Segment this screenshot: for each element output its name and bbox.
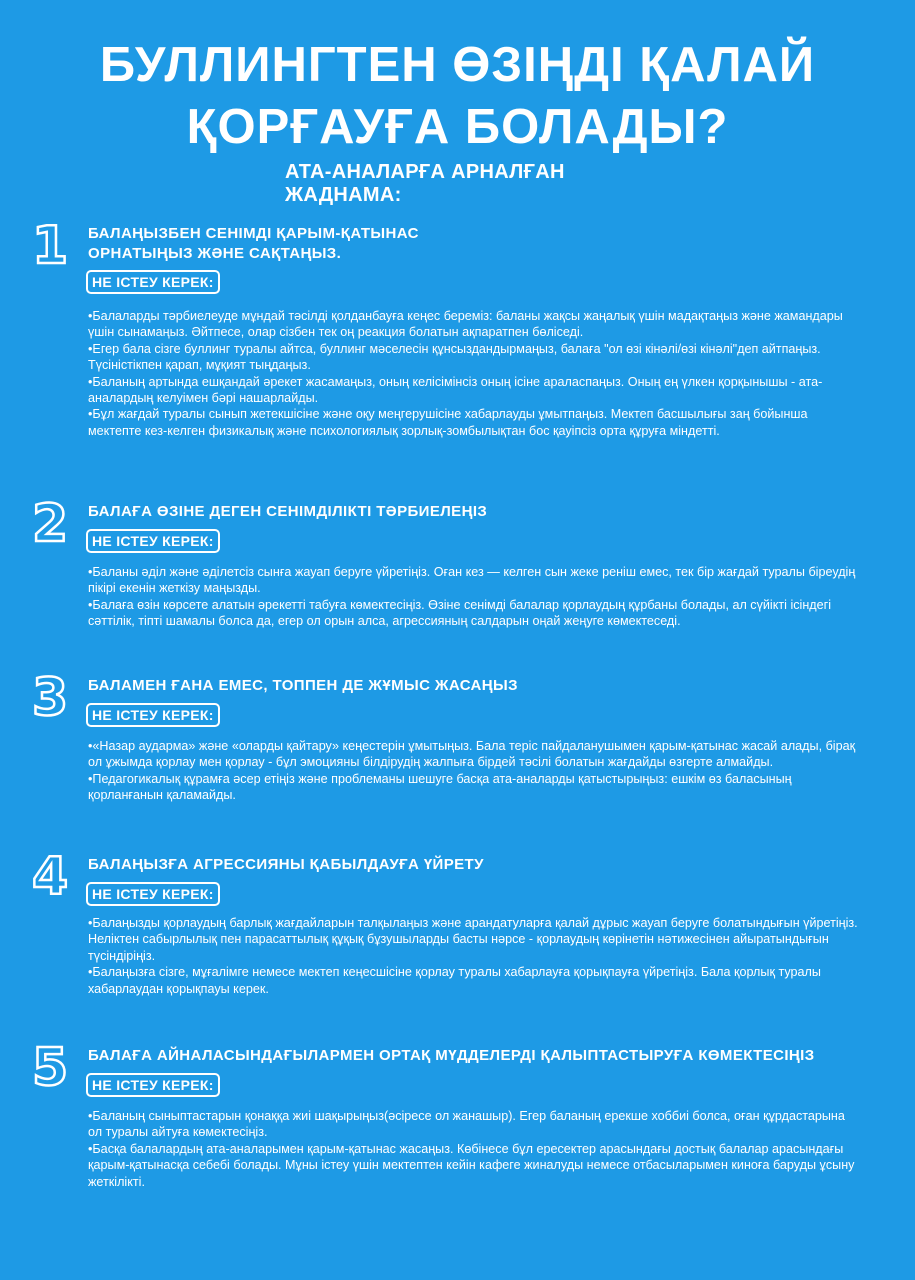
section-1 (0, 216, 915, 490)
section-2 (0, 494, 915, 668)
section-heading-line: БАЛАҒА ӨЗІНЕ ДЕГЕН СЕНІМДІЛІКТІ ТӘРБИЕЛЕҢІЗ (88, 503, 488, 520)
section-heading-line: БАЛАҢЫЗҒА АГРЕССИЯНЫ ҚАБЫЛДАУҒА ҮЙРЕТУ (88, 856, 484, 873)
list-item: • Педагогикалық құрамға әсер етіңіз және проблеманы шешуге басқа ата-аналарды қатыстырыңыз: ешкім өз баласының қорланғанын қаламайды. (88, 771, 858, 804)
subtitle-text: АТА-АНАЛАРҒА АРНАЛҒАН ЖАДНАМА: (277, 159, 637, 209)
list-item: • Баланы әділ және әділетсіз сынға жауап беруге үйретіңіз. Оған кез — келген сын жеке реніш емес, тек бір жағдай туралы біреудің пікірі екенін жеткізу маңызды. (88, 564, 858, 597)
section-number: 2 (32, 494, 69, 554)
section-heading-line: БАЛАҒА АЙНАЛАСЫНДАҒЫЛАРМЕН ОРТАҚ МҮДДЕЛЕРДІ ҚАЛЫПТАСТЫРУҒА КӨМЕКТЕСІҢІЗ (88, 1047, 815, 1064)
subtitle-banner (277, 161, 637, 206)
todo-label: НЕ ІСТЕУ КЕРЕК: (86, 703, 220, 727)
section-number: 3 (32, 668, 69, 728)
section-5 (0, 1038, 915, 1202)
section-heading (88, 855, 878, 875)
section-number: 5 (32, 1038, 69, 1098)
list-item: • Бұл жағдай туралы сынып жетекшісіне және оқу меңгерушісіне хабарлауды ұмытпаңыз. Мектеп басшылығы заң бойынша мектепте кез-келген физикалық және психологиялық зорлық-зомбылықтан бос қауіпсіз орта құруға міндетті. (88, 406, 858, 439)
section-heading-line: БАЛАМЕН ҒАНА ЕМЕС, ТОППЕН ДЕ ЖҰМЫС ЖАСАҢЫЗ (88, 677, 518, 694)
list-item: • Баланың сыныптастарын қонаққа жиі шақырыңыз(әсіресе ол жанашыр). Егер баланың ерекше хоббиі болса, оған құрдастарына ол туралы айтуға көмектесіңіз. (88, 1108, 858, 1141)
list-item: • «Назар аударма» және «оларды қайтару» кеңестерін ұмытыңыз. Бала теріс пайдаланушымен қарым-қатынас жасай алады, бірақ ол ұжымда қорлау мен қорлау - бұл эмоцияны білдірудің жалпыға бірдей тәсілі болатын жағдайды өзгерте алмайды. (88, 738, 858, 771)
todo-label: НЕ ІСТЕУ КЕРЕК: (86, 529, 220, 553)
todo-label: НЕ ІСТЕУ КЕРЕК: (86, 1073, 220, 1097)
list-item: • Балаңызға сізге, мұғалімге немесе мектеп кеңесшісіне қорлау туралы хабарлауға қорықпауға үйретіңіз. Бала қорлық туралы хабарлаудан қорықпауы керек. (88, 964, 858, 997)
section-heading (88, 502, 878, 522)
section-heading (88, 224, 878, 264)
section-heading-line: БАЛАҢЫЗБЕН СЕНІМДІ ҚАРЫМ-ҚАТЫНАС (88, 225, 419, 242)
section-heading-line: ОРНАТЫҢЫЗ ЖӘНЕ САҚТАҢЫЗ. (88, 245, 342, 262)
list-item: • Баланың артында ешқандай әрекет жасамаңыз, оның келісімінсіз оның ісіне араласпаңыз. Оның ең үлкен қорқынышы - ата-аналардың келуімен бәрі нашарлайды. (88, 374, 858, 407)
bullet-list (88, 738, 858, 804)
bullet-list (88, 915, 858, 997)
bullet-list (88, 1108, 858, 1190)
list-item: • Басқа балалардың ата-аналарымен қарым-қатынас жасаңыз. Көбінесе бұл ересектер арасындағы достық балалар арасындағы қарым-қатынасқа себебі болады. Мұны істеу үшін мектептен кейін кафеге жиналуды немесе отбасыларымен киноға баруды ұсыну жеткілікті. (88, 1141, 858, 1190)
section-heading (88, 1046, 878, 1066)
list-item: • Егер бала сізге буллинг туралы айтса, буллинг мәселесін құнсыздандырмаңыз, балаға "ол өзі кінәлі/өзі кінәлі"деп айтпаңыз. Түсіністікпен қарап, мұқият тыңдаңыз. (88, 341, 858, 374)
section-4 (0, 847, 915, 1011)
section-number: 1 (32, 216, 69, 276)
list-item: • Балаңызды қорлаудың барлық жағдайларын талқылаңыз және арандатуларға қалай дұрыс жауап беруге болатындығын үйретіңіз. Неліктен сабырлылық пен парасаттылық құқық бұзушыларды басты нәрсе - қорлаудың көрінетін нәтижесінен айыратындығын түсіндіріңіз. (88, 915, 858, 964)
list-item: • Балаға өзін көрсете алатын әрекетті табуға көмектесіңіз. Өзіне сенімді балалар қорлаудың құрбаны болады, ал сүйікті ісіндегі сәттілік, тіпті шамалы болса да, егер ол орын алса, агрессияның салдарын оңай жеңуге көмектеседі. (88, 597, 858, 630)
section-number: 4 (32, 847, 69, 907)
page-title (0, 34, 915, 158)
list-item: • Балаларды тәрбиелеуде мұндай тәсілді қолданбауға кеңес береміз: баланы жақсы жаңалық үшін мадақтаңыз және жамандары үшін сынамаңыз. Әйтпесе, олар сізбен тек оң реакция болатын ақпаратпен бөліседі. (88, 308, 858, 341)
todo-label: НЕ ІСТЕУ КЕРЕК: (86, 270, 220, 294)
bullet-list (88, 308, 858, 439)
bullet-list (88, 564, 858, 630)
title-line-1: БУЛЛИНГТЕН ӨЗІҢДІ ҚАЛАЙ (99, 38, 816, 92)
todo-label: НЕ ІСТЕУ КЕРЕК: (86, 882, 220, 906)
section-3 (0, 668, 915, 832)
section-heading (88, 676, 878, 696)
title-line-2: ҚОРҒАУҒА БОЛАДЫ? (186, 100, 729, 154)
